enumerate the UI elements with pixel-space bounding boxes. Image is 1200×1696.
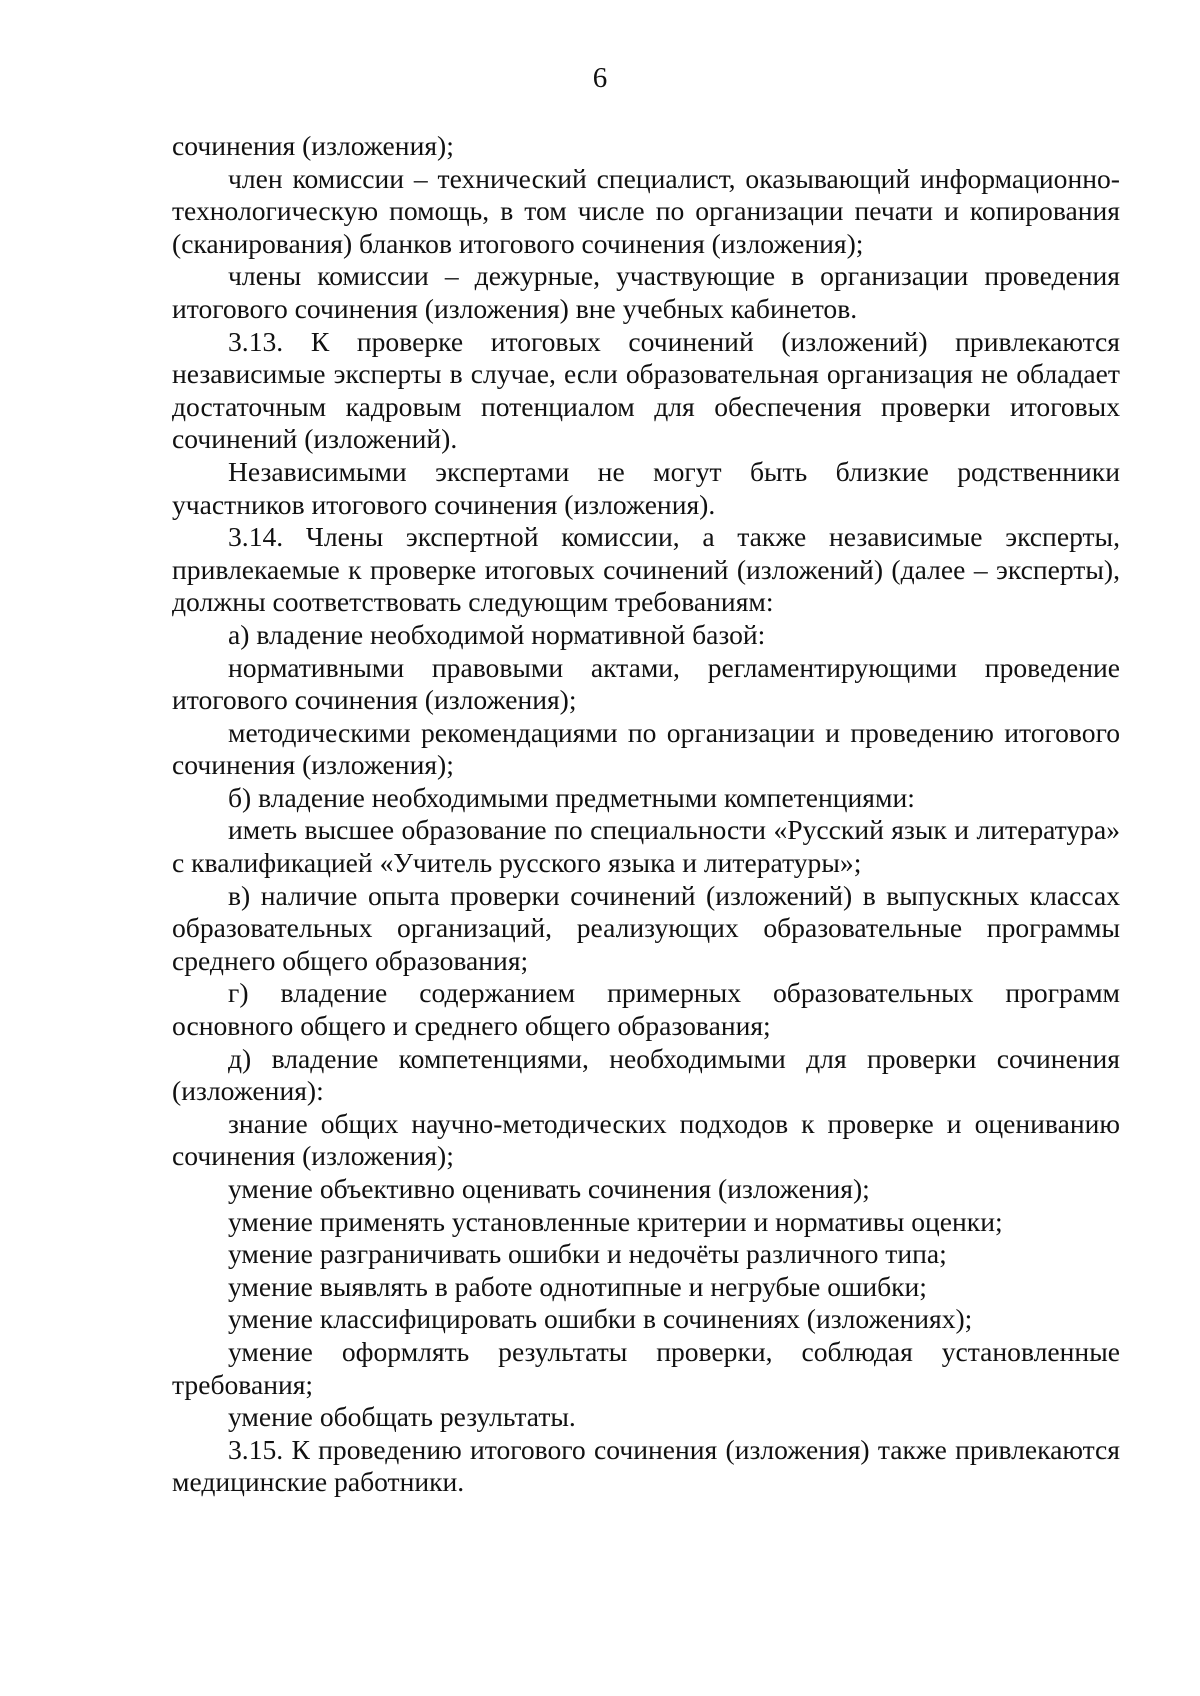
list-item-skill: умение объективно оценивать сочинения (изложения);: [228, 1173, 870, 1204]
paragraph-technical-specialist: член комиссии – технический специалист, оказывающий информационно-технологическую помощь, в том числе по организации печати и копирования (сканирования) бланков итогового сочинения (изложения);: [172, 162, 1120, 259]
paragraph-item-v: в) наличие опыта проверки сочинений (изложений) в выпускных классах образовательных организаций, реализующих образовательные программы среднего общего образования;: [172, 879, 1120, 976]
paragraph-item-g: г) владение содержанием примерных образовательных программ основного общего и среднего общего образования;: [172, 977, 1120, 1042]
list-item-skill: умение применять установленные критерии и нормативы оценки;: [228, 1205, 1003, 1237]
paragraph-normative-acts: нормативными правовыми актами, регламентирующими проведение итогового сочинения (изложения);: [172, 651, 1120, 716]
list-item-skill: умение обобщать результаты.: [228, 1401, 576, 1433]
document-body: [172, 130, 1120, 1499]
paragraph-item-b: б) владение необходимыми предметными компетенциями:: [228, 781, 915, 813]
paragraph-item-d: д) владение компетенциями, необходимыми для проверки сочинения (изложения):: [172, 1042, 1120, 1107]
paragraph-3-15: 3.15. К проведению итогового сочинения (изложения) также привлекаются медицинские работники.: [172, 1433, 1120, 1498]
list-item-skill: умение оформлять результаты проверки, соблюдая установленные требования;: [172, 1335, 1120, 1400]
paragraph-3-14: 3.14. Члены экспертной комиссии, а также независимые эксперты, привлекаемые к проверке итоговых сочинений (изложений) (далее – эксперты), должны соответствовать следующим требованиям:: [172, 521, 1120, 618]
paragraph-knowledge-approaches: знание общих научно-методических подходов к проверке и оцениванию сочинения (изложения);: [172, 1107, 1120, 1172]
paragraph-methodical-recommendations: методическими рекомендациями по организации и проведению итогового сочинения (изложения);: [172, 716, 1120, 781]
paragraph-duty-members: члены комиссии – дежурные, участвующие в организации проведения итогового сочинения (изложения) вне учебных кабинетов.: [172, 260, 1120, 324]
page-number: 6: [592, 62, 608, 94]
list-item-skill: умение классифицировать ошибки в сочинениях (изложениях);: [228, 1303, 973, 1335]
list-item-skill: умение разграничивать ошибки и недочёты различного типа;: [228, 1238, 947, 1270]
paragraph-higher-education: иметь высшее образование по специальности «Русский язык и литература» с квалификацией «Учитель русского языка и литературы»;: [172, 814, 1120, 879]
paragraph-item-a: а) владение необходимой нормативной базой:: [228, 618, 766, 650]
paragraph-independent-experts-relatives: Независимыми экспертами не могут быть близкие родственники участников итогового сочинения (изложения).: [172, 455, 1120, 520]
paragraph-continuation: сочинения (изложения);: [172, 130, 454, 161]
paragraph-3-13: 3.13. К проверке итоговых сочинений (изложений) привлекаются независимые эксперты в случае, если образовательная организация не обладает достаточным кадровым потенциалом для обеспечения проверки итоговых сочинений (изложений).: [172, 325, 1120, 455]
list-item-skill: умение выявлять в работе однотипные и негрубые ошибки;: [228, 1270, 927, 1302]
